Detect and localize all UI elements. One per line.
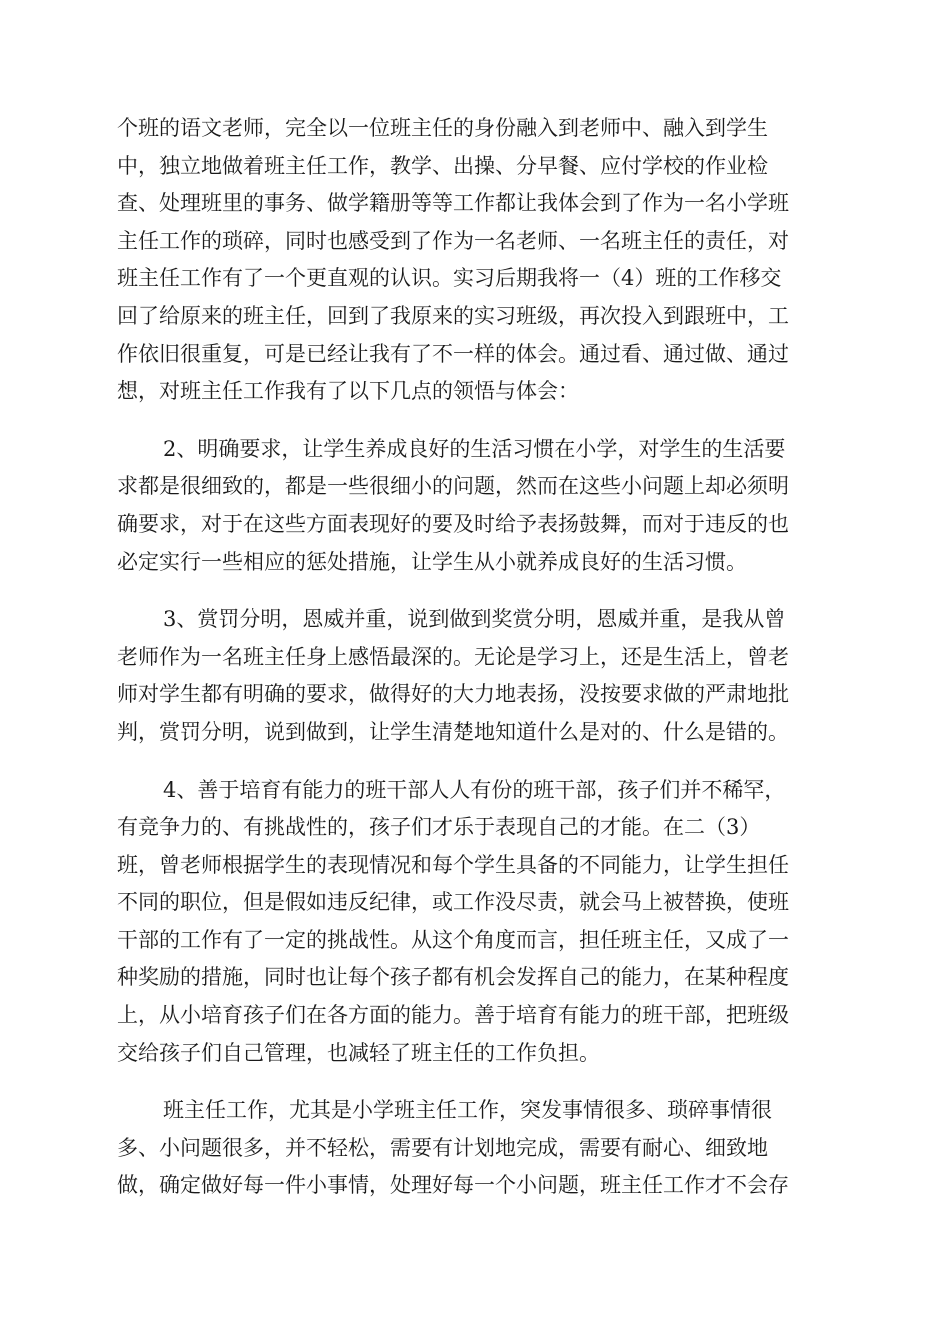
text-line: 班主任工作有了一个更直观的认识。实习后期我将一（4）班的工作移交 <box>117 266 782 291</box>
text-line: 师对学生都有明确的要求，做得好的大力地表扬，没按要求做的严肃地批 <box>117 682 789 707</box>
paragraph-intro <box>117 110 837 411</box>
paragraph-spacer <box>117 752 837 772</box>
paragraph-conclusion <box>117 1092 837 1205</box>
text-line: 作依旧很重复，可是已经让我有了不一样的体会。通过看、通过做、通过 <box>117 341 789 366</box>
paragraph-point-4 <box>117 772 837 1073</box>
text-line: 回了给原来的班主任，回到了我原来的实习班级，再次投入到跟班中，工 <box>117 303 789 328</box>
text-line: 班主任工作，尤其是小学班主任工作，突发事情很多、琐碎事情很 <box>163 1098 772 1123</box>
paragraph-spacer <box>117 411 837 431</box>
text-line: 班，曾老师根据学生的表现情况和每个学生具备的不同能力，让学生担任 <box>117 852 789 877</box>
paragraph-point-3 <box>117 601 837 751</box>
text-line: 主任工作的琐碎，同时也感受到了作为一名老师、一名班主任的责任，对 <box>117 228 789 253</box>
text-line: 干部的工作有了一定的挑战性。从这个角度而言，担任班主任，又成了一 <box>117 927 789 952</box>
text-line: 个班的语文老师，完全以一位班主任的身份融入到老师中、融入到学生 <box>117 116 768 140</box>
paragraph-spacer <box>117 1072 837 1092</box>
text-line: 必定实行一些相应的惩处措施，让学生从小就养成良好的生活习惯。 <box>117 549 747 574</box>
text-line: 中，独立地做着班主任工作，教学、出操、分早餐、应付学校的作业检 <box>117 153 768 178</box>
text-line: 确要求，对于在这些方面表现好的要及时给予表扬鼓舞，而对于违反的也 <box>117 511 789 536</box>
text-line: 查、处理班里的事务、做学籍册等等工作都让我体会到了作为一名小学班 <box>117 191 789 216</box>
text-line: 老师作为一名班主任身上感悟最深的。无论是学习上，还是生活上，曾老 <box>117 644 789 669</box>
text-line: 2、明确要求，让学生养成良好的生活习惯在小学，对学生的生活要 <box>163 436 786 461</box>
text-line: 3、赏罚分明，恩威并重，说到做到奖赏分明，恩威并重，是我从曾 <box>163 607 786 632</box>
text-line: 种奖励的措施，同时也让每个孩子都有机会发挥自己的能力，在某种程度 <box>117 965 789 990</box>
text-line: 交给孩子们自己管理，也减轻了班主任的工作负担。 <box>117 1040 600 1065</box>
text-line: 求都是很细致的，都是一些很细小的问题，然而在这些小问题上却必须明 <box>117 474 789 499</box>
text-line: 4、善于培育有能力的班干部人人有份的班干部，孩子们并不稀罕， <box>163 777 786 802</box>
paragraph-spacer <box>117 581 837 601</box>
text-line: 不同的职位，但是假如违反纪律，或工作没尽责，就会马上被替换，使班 <box>117 890 789 915</box>
text-line: 上，从小培育孩子们在各方面的能力。善于培育有能力的班干部，把班级 <box>117 1003 789 1028</box>
text-line: 有竞争力的、有挑战性的，孩子们才乐于表现自己的才能。在二（3） <box>117 815 761 840</box>
text-line: 做，确定做好每一件小事情，处理好每一个小问题，班主任工作才不会存 <box>117 1173 789 1198</box>
text-line: 判，赏罚分明，说到做到，让学生清楚地知道什么是对的、什么是错的。 <box>117 719 789 744</box>
document-page <box>117 110 837 1205</box>
paragraph-point-2 <box>117 431 837 581</box>
text-line: 想，对班主任工作我有了以下几点的领悟与体会： <box>117 379 579 404</box>
text-line: 多、小问题很多，并不轻松，需要有计划地完成，需要有耐心、细致地 <box>117 1135 768 1160</box>
